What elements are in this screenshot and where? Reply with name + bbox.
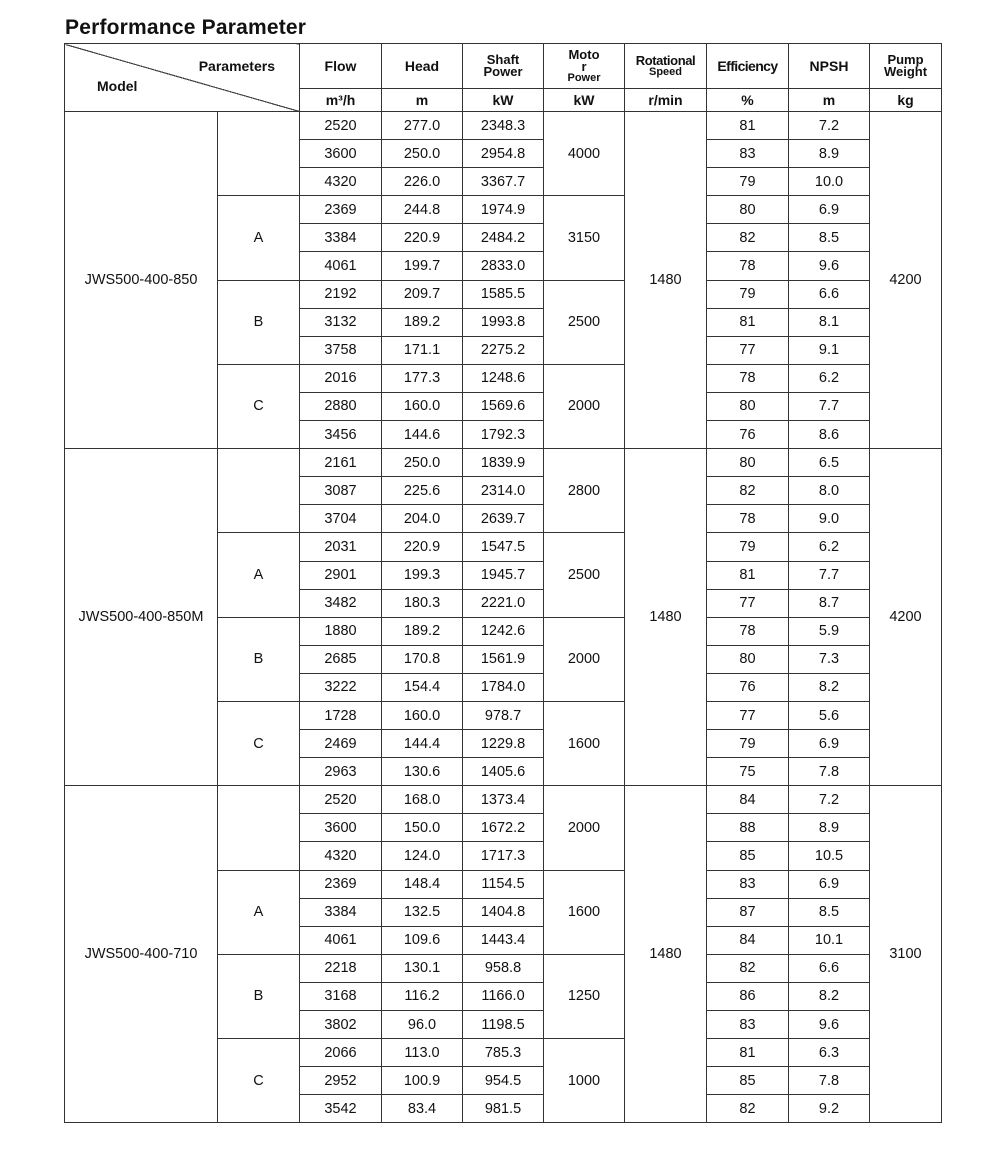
flow-value: 2469 — [300, 730, 382, 758]
npsh-value: 6.3 — [789, 1039, 870, 1067]
rotational-speed-value: 1480 — [625, 449, 707, 786]
model-label: Model — [97, 78, 138, 94]
variant-label: B — [218, 954, 300, 1038]
motor-power-value: 2000 — [544, 786, 625, 870]
flow-value: 2031 — [300, 533, 382, 561]
npsh-value: 8.5 — [789, 898, 870, 926]
npsh-value: 8.0 — [789, 477, 870, 505]
head-value: 225.6 — [382, 477, 463, 505]
efficiency-value: 82 — [707, 1095, 789, 1123]
header-motor-power: Moto r Power — [544, 44, 625, 89]
flow-value: 1728 — [300, 701, 382, 729]
efficiency-value: 81 — [707, 561, 789, 589]
head-value: 96.0 — [382, 1011, 463, 1039]
motor-power-value: 2500 — [544, 533, 625, 617]
header-flow: Flow — [300, 44, 382, 89]
head-value: 199.3 — [382, 561, 463, 589]
rotational-speed-value: 1480 — [625, 786, 707, 1123]
table-row — [65, 449, 942, 477]
shaft-power-value: 3367.7 — [463, 168, 544, 196]
head-value: 204.0 — [382, 505, 463, 533]
npsh-value: 7.3 — [789, 645, 870, 673]
shaft-power-value: 981.5 — [463, 1095, 544, 1123]
flow-value: 3384 — [300, 224, 382, 252]
shaft-power-value: 1166.0 — [463, 982, 544, 1010]
head-value: 100.9 — [382, 1067, 463, 1095]
npsh-value: 8.2 — [789, 982, 870, 1010]
variant-label: A — [218, 533, 300, 617]
flow-value: 2952 — [300, 1067, 382, 1095]
head-value: 113.0 — [382, 1039, 463, 1067]
shaft-power-value: 2275.2 — [463, 336, 544, 364]
unit-efficiency: % — [707, 89, 789, 112]
flow-value: 3600 — [300, 140, 382, 168]
efficiency-value: 87 — [707, 898, 789, 926]
shaft-power-value: 1974.9 — [463, 196, 544, 224]
header-head: Head — [382, 44, 463, 89]
unit-npsh: m — [789, 89, 870, 112]
motor-power-value: 2500 — [544, 280, 625, 364]
flow-value: 2369 — [300, 870, 382, 898]
head-value: 180.3 — [382, 589, 463, 617]
flow-value: 2161 — [300, 449, 382, 477]
efficiency-value: 77 — [707, 589, 789, 617]
head-value: 177.3 — [382, 364, 463, 392]
flow-value: 2066 — [300, 1039, 382, 1067]
variant-label: A — [218, 870, 300, 954]
shaft-power-value: 1547.5 — [463, 533, 544, 561]
npsh-value: 8.5 — [789, 224, 870, 252]
head-value: 148.4 — [382, 870, 463, 898]
shaft-power-value: 1993.8 — [463, 308, 544, 336]
unit-motor-power: kW — [544, 89, 625, 112]
efficiency-value: 76 — [707, 673, 789, 701]
motor-power-value: 1600 — [544, 870, 625, 954]
flow-value: 4061 — [300, 926, 382, 954]
shaft-power-value: 1569.6 — [463, 392, 544, 420]
efficiency-value: 83 — [707, 870, 789, 898]
efficiency-value: 82 — [707, 477, 789, 505]
flow-value: 2685 — [300, 645, 382, 673]
npsh-value: 6.6 — [789, 280, 870, 308]
efficiency-value: 84 — [707, 786, 789, 814]
head-value: 277.0 — [382, 112, 463, 140]
variant-label: B — [218, 280, 300, 364]
head-value: 144.6 — [382, 421, 463, 449]
motor-power-value: 3150 — [544, 196, 625, 280]
variant-label: A — [218, 196, 300, 280]
shaft-power-value: 1198.5 — [463, 1011, 544, 1039]
npsh-value: 10.5 — [789, 842, 870, 870]
table-row — [65, 786, 942, 814]
npsh-value: 8.7 — [789, 589, 870, 617]
shaft-power-value: 954.5 — [463, 1067, 544, 1095]
header-pump-weight: Pump Weight — [870, 44, 942, 89]
header-npsh: NPSH — [789, 44, 870, 89]
flow-value: 3384 — [300, 898, 382, 926]
head-value: 109.6 — [382, 926, 463, 954]
npsh-value: 7.7 — [789, 561, 870, 589]
efficiency-value: 79 — [707, 280, 789, 308]
efficiency-value: 75 — [707, 758, 789, 786]
unit-flow: m³/h — [300, 89, 382, 112]
npsh-value: 9.1 — [789, 336, 870, 364]
motor-power-value: 1000 — [544, 1039, 625, 1123]
npsh-value: 7.2 — [789, 786, 870, 814]
head-value: 160.0 — [382, 701, 463, 729]
npsh-value: 8.2 — [789, 673, 870, 701]
head-value: 170.8 — [382, 645, 463, 673]
flow-value: 3132 — [300, 308, 382, 336]
shaft-power-value: 1784.0 — [463, 673, 544, 701]
head-value: 250.0 — [382, 449, 463, 477]
shaft-power-value: 1717.3 — [463, 842, 544, 870]
efficiency-value: 78 — [707, 252, 789, 280]
npsh-value: 7.8 — [789, 1067, 870, 1095]
shaft-power-value: 2639.7 — [463, 505, 544, 533]
efficiency-value: 82 — [707, 954, 789, 982]
head-value: 154.4 — [382, 673, 463, 701]
efficiency-value: 80 — [707, 449, 789, 477]
shaft-power-value: 1839.9 — [463, 449, 544, 477]
npsh-value: 9.0 — [789, 505, 870, 533]
variant-label — [218, 449, 300, 533]
head-value: 199.7 — [382, 252, 463, 280]
flow-value: 3482 — [300, 589, 382, 617]
model-name: JWS500-400-710 — [65, 786, 218, 1123]
shaft-power-value: 1443.4 — [463, 926, 544, 954]
model-name: JWS500-400-850M — [65, 449, 218, 786]
npsh-value: 5.9 — [789, 617, 870, 645]
head-value: 130.1 — [382, 954, 463, 982]
head-value: 116.2 — [382, 982, 463, 1010]
header-shaft-power: Shaft Power — [463, 44, 544, 89]
motor-power-value: 4000 — [544, 112, 625, 196]
efficiency-value: 83 — [707, 140, 789, 168]
efficiency-value: 77 — [707, 701, 789, 729]
variant-label: C — [218, 701, 300, 785]
efficiency-value: 79 — [707, 168, 789, 196]
shaft-power-value: 2954.8 — [463, 140, 544, 168]
motor-power-value: 1600 — [544, 701, 625, 785]
efficiency-value: 81 — [707, 112, 789, 140]
motor-power-value: 2800 — [544, 449, 625, 533]
flow-value: 3222 — [300, 673, 382, 701]
efficiency-value: 86 — [707, 982, 789, 1010]
flow-value: 3168 — [300, 982, 382, 1010]
shaft-power-value: 1672.2 — [463, 814, 544, 842]
rotational-speed-value: 1480 — [625, 112, 707, 449]
npsh-value: 6.9 — [789, 196, 870, 224]
efficiency-value: 78 — [707, 617, 789, 645]
variant-label: C — [218, 1039, 300, 1123]
pump-weight-value: 4200 — [870, 449, 942, 786]
flow-value: 2520 — [300, 786, 382, 814]
head-value: 220.9 — [382, 224, 463, 252]
shaft-power-value: 2348.3 — [463, 112, 544, 140]
flow-value: 2880 — [300, 392, 382, 420]
flow-value: 3600 — [300, 814, 382, 842]
flow-value: 4320 — [300, 842, 382, 870]
unit-pump-weight: kg — [870, 89, 942, 112]
head-value: 250.0 — [382, 140, 463, 168]
npsh-value: 9.6 — [789, 252, 870, 280]
npsh-value: 8.6 — [789, 421, 870, 449]
head-value: 150.0 — [382, 814, 463, 842]
shaft-power-value: 785.3 — [463, 1039, 544, 1067]
shaft-power-value: 1561.9 — [463, 645, 544, 673]
head-value: 226.0 — [382, 168, 463, 196]
motor-power-value: 2000 — [544, 364, 625, 448]
head-value: 132.5 — [382, 898, 463, 926]
npsh-value: 7.7 — [789, 392, 870, 420]
head-value: 209.7 — [382, 280, 463, 308]
npsh-value: 7.2 — [789, 112, 870, 140]
flow-value: 2963 — [300, 758, 382, 786]
efficiency-value: 80 — [707, 392, 789, 420]
efficiency-value: 81 — [707, 308, 789, 336]
efficiency-value: 79 — [707, 533, 789, 561]
flow-value: 3456 — [300, 421, 382, 449]
npsh-value: 6.2 — [789, 533, 870, 561]
npsh-value: 6.6 — [789, 954, 870, 982]
shaft-power-value: 2221.0 — [463, 589, 544, 617]
table-header — [65, 44, 942, 112]
shaft-power-value: 958.8 — [463, 954, 544, 982]
unit-rotational-speed: r/min — [625, 89, 707, 112]
page-title: Performance Parameter — [65, 16, 307, 39]
shaft-power-value: 978.7 — [463, 701, 544, 729]
shaft-power-value: 2484.2 — [463, 224, 544, 252]
head-value: 124.0 — [382, 842, 463, 870]
unit-shaft-power: kW — [463, 89, 544, 112]
shaft-power-value: 1792.3 — [463, 421, 544, 449]
npsh-value: 7.8 — [789, 758, 870, 786]
npsh-value: 8.1 — [789, 308, 870, 336]
variant-label — [218, 112, 300, 196]
npsh-value: 8.9 — [789, 814, 870, 842]
npsh-value: 5.6 — [789, 701, 870, 729]
pump-weight-value: 3100 — [870, 786, 942, 1123]
flow-value: 4061 — [300, 252, 382, 280]
table-row — [65, 112, 942, 140]
flow-value: 3704 — [300, 505, 382, 533]
efficiency-value: 78 — [707, 505, 789, 533]
motor-power-value: 2000 — [544, 617, 625, 701]
npsh-value: 9.6 — [789, 1011, 870, 1039]
model-parameters-corner-cell — [65, 44, 300, 112]
npsh-value: 10.0 — [789, 168, 870, 196]
npsh-value: 6.5 — [789, 449, 870, 477]
unit-head: m — [382, 89, 463, 112]
efficiency-value: 88 — [707, 814, 789, 842]
shaft-power-value: 1154.5 — [463, 870, 544, 898]
npsh-value: 9.2 — [789, 1095, 870, 1123]
variant-label: B — [218, 617, 300, 701]
head-value: 83.4 — [382, 1095, 463, 1123]
efficiency-value: 80 — [707, 196, 789, 224]
head-value: 244.8 — [382, 196, 463, 224]
shaft-power-value: 1248.6 — [463, 364, 544, 392]
flow-value: 2520 — [300, 112, 382, 140]
head-value: 168.0 — [382, 786, 463, 814]
header-efficiency: Efficiency — [707, 44, 789, 89]
shaft-power-value: 2314.0 — [463, 477, 544, 505]
head-value: 189.2 — [382, 308, 463, 336]
efficiency-value: 85 — [707, 842, 789, 870]
model-name: JWS500-400-850 — [65, 112, 218, 449]
efficiency-value: 85 — [707, 1067, 789, 1095]
npsh-value: 10.1 — [789, 926, 870, 954]
flow-value: 2016 — [300, 364, 382, 392]
header-rotational-speed: Rotational Speed — [625, 44, 707, 89]
head-value: 144.4 — [382, 730, 463, 758]
performance-table — [64, 43, 942, 1123]
flow-value: 1880 — [300, 617, 382, 645]
head-value: 130.6 — [382, 758, 463, 786]
efficiency-value: 77 — [707, 336, 789, 364]
flow-value: 3087 — [300, 477, 382, 505]
table-body — [65, 112, 942, 1123]
npsh-value: 6.9 — [789, 730, 870, 758]
head-value: 189.2 — [382, 617, 463, 645]
flow-value: 2369 — [300, 196, 382, 224]
npsh-value: 6.9 — [789, 870, 870, 898]
shaft-power-value: 2833.0 — [463, 252, 544, 280]
parameters-label: Parameters — [198, 58, 275, 74]
pump-weight-value: 4200 — [870, 112, 942, 449]
shaft-power-value: 1229.8 — [463, 730, 544, 758]
npsh-value: 6.2 — [789, 364, 870, 392]
flow-value: 2192 — [300, 280, 382, 308]
head-value: 220.9 — [382, 533, 463, 561]
variant-label — [218, 786, 300, 870]
variant-label: C — [218, 364, 300, 448]
flow-value: 3802 — [300, 1011, 382, 1039]
head-value: 171.1 — [382, 336, 463, 364]
flow-value: 2901 — [300, 561, 382, 589]
shaft-power-value: 1373.4 — [463, 786, 544, 814]
shaft-power-value: 1405.6 — [463, 758, 544, 786]
npsh-value: 8.9 — [789, 140, 870, 168]
shaft-power-value: 1945.7 — [463, 561, 544, 589]
efficiency-value: 82 — [707, 224, 789, 252]
flow-value: 4320 — [300, 168, 382, 196]
efficiency-value: 84 — [707, 926, 789, 954]
efficiency-value: 79 — [707, 730, 789, 758]
motor-power-value: 1250 — [544, 954, 625, 1038]
efficiency-value: 80 — [707, 645, 789, 673]
flow-value: 3542 — [300, 1095, 382, 1123]
shaft-power-value: 1585.5 — [463, 280, 544, 308]
efficiency-value: 76 — [707, 421, 789, 449]
shaft-power-value: 1242.6 — [463, 617, 544, 645]
flow-value: 2218 — [300, 954, 382, 982]
efficiency-value: 78 — [707, 364, 789, 392]
efficiency-value: 81 — [707, 1039, 789, 1067]
head-value: 160.0 — [382, 392, 463, 420]
efficiency-value: 83 — [707, 1011, 789, 1039]
flow-value: 3758 — [300, 336, 382, 364]
shaft-power-value: 1404.8 — [463, 898, 544, 926]
